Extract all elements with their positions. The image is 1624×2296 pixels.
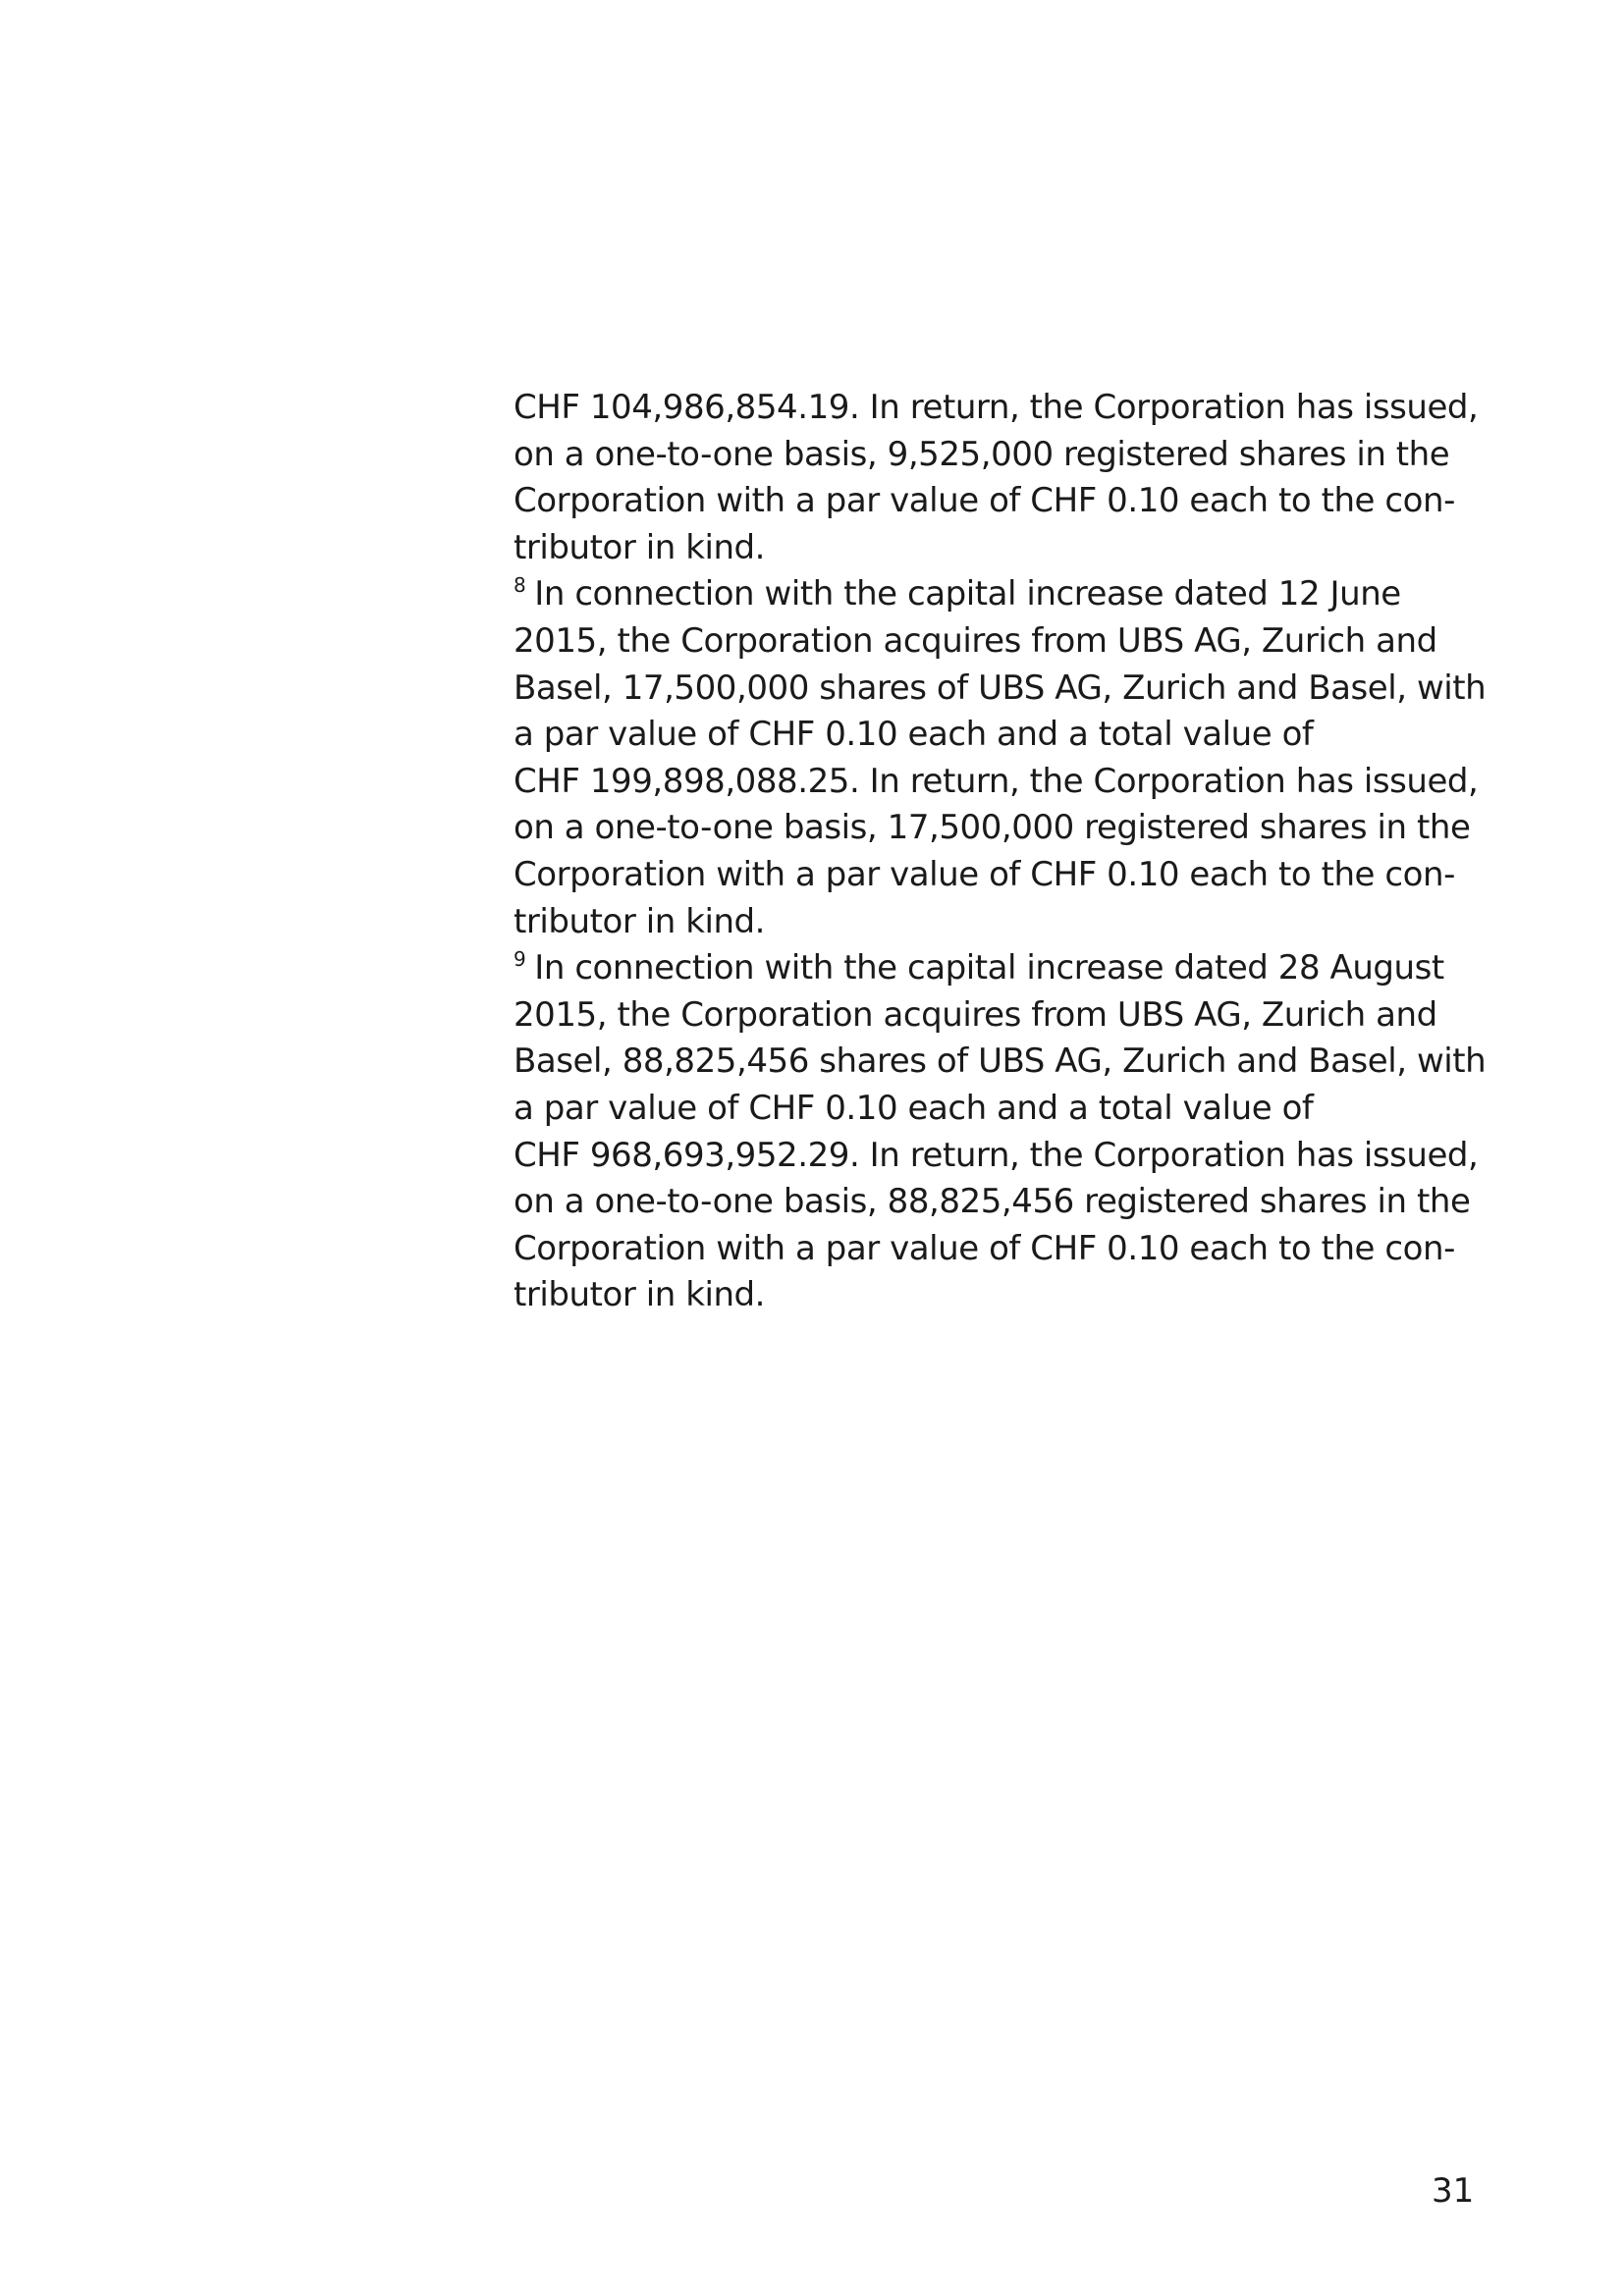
text-line: tributor in kind. (514, 901, 766, 941)
text-line: a par value of CHF 0.10 each and a total value of (514, 1088, 1314, 1128)
text-line-content: In connection with the capital increase dated 28 August (534, 948, 1444, 988)
text-line: Basel, 88,825,456 shares of UBS AG, Zurich and Basel, with (514, 1041, 1487, 1082)
footnote-8 (514, 571, 1495, 945)
text-line: a par value of CHF 0.10 each and a total value of (514, 715, 1314, 755)
text-line: on a one-to-one basis, 17,500,000 registered shares in the (514, 808, 1471, 848)
text-line (514, 945, 1495, 992)
text-line: CHF 104,986,854.19. In return, the Corporation has issued, (514, 388, 1479, 427)
text-line: CHF 968,693,952.29. In return, the Corporation has issued, (514, 1135, 1479, 1175)
text-line: 2015, the Corporation acquires from UBS AG, Zurich and (514, 620, 1437, 661)
text-line-content: In connection with the capital increase dated 12 June (534, 574, 1401, 614)
text-line: on a one-to-one basis, 88,825,456 registered shares in the (514, 1182, 1471, 1222)
text-line: on a one-to-one basis, 9,525,000 registered shares in the (514, 434, 1450, 474)
text-line: Basel, 17,500,000 shares of UBS AG, Zurich and Basel, with (514, 667, 1487, 708)
body-text (514, 385, 1495, 1319)
text-line: tributor in kind. (514, 1275, 766, 1315)
text-line: Corporation with a par value of CHF 0.10 each to the con- (514, 481, 1455, 521)
footnote-marker: 9 (514, 947, 526, 972)
text-line: Corporation with a par value of CHF 0.10 each to the con- (514, 854, 1455, 894)
text-line: Corporation with a par value of CHF 0.10 each to the con- (514, 1228, 1455, 1268)
page-number: 31 (1432, 2171, 1475, 2211)
text-line: tributor in kind. (514, 527, 766, 567)
text-line: 2015, the Corporation acquires from UBS AG, Zurich and (514, 994, 1437, 1035)
footnote-marker: 8 (514, 573, 526, 598)
paragraph-continuation (514, 385, 1495, 571)
text-line: CHF 199,898,088.25. In return, the Corporation has issued, (514, 761, 1479, 801)
text-line (514, 571, 1495, 618)
footnote-9 (514, 945, 1495, 1319)
